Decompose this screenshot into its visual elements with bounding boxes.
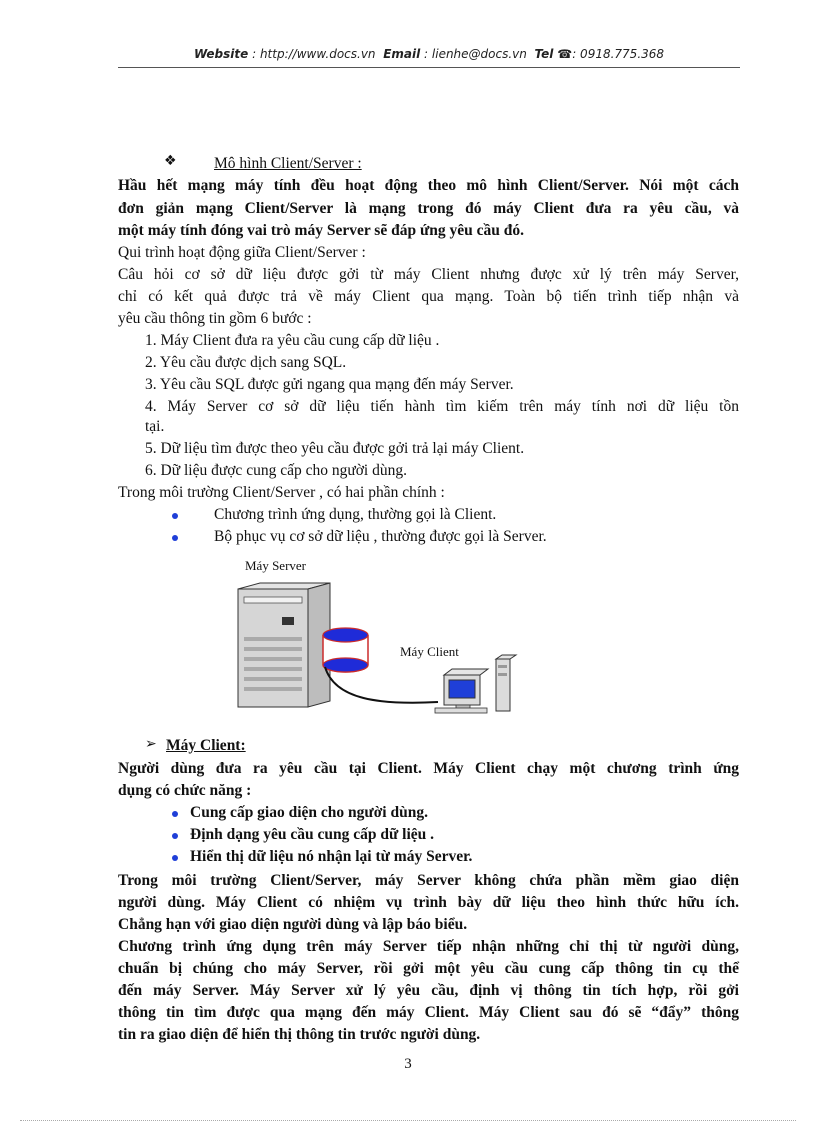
bullet-dot-icon bbox=[172, 535, 178, 541]
website-label: Website bbox=[193, 47, 249, 61]
page-header bbox=[118, 47, 740, 61]
s2-para3-line-5: tin ra giao diện để hiển thị thông tin trước người dùng. bbox=[118, 1026, 481, 1043]
database-cylinder-icon bbox=[323, 628, 368, 672]
client-computer-icon bbox=[435, 655, 516, 713]
function-item-2: Định dạng yêu cầu cung cấp dữ liệu . bbox=[190, 826, 435, 843]
s2-para3-line-4: thông tin tìm được qua mạng đến máy Client. Máy Client sau đó sẽ “đẩy” thông bbox=[118, 1004, 739, 1021]
footer-divider bbox=[20, 1120, 796, 1121]
client-server-diagram bbox=[230, 555, 530, 715]
tel-label: Tel bbox=[534, 47, 554, 61]
header-divider bbox=[118, 67, 740, 68]
para2-line-2: chỉ có kết quả được trả về máy Client qua mạng. Toàn bộ tiến trình tiếp nhận và bbox=[118, 288, 739, 305]
s2-para1-line-2: dụng có chức năng : bbox=[118, 782, 252, 799]
section-title-may-client: Máy Client: bbox=[166, 737, 246, 754]
section-title-client-server: Mô hình Client/Server : bbox=[214, 155, 362, 172]
s2-para2-line-3: Chẳng hạn với giao diện người dùng và lập báo biểu. bbox=[118, 916, 468, 933]
step-3: 3. Yêu cầu SQL được gửi ngang qua mạng đến máy Server. bbox=[145, 376, 514, 393]
s2-para3-line-2: chuẩn bị chúng cho máy Server, rồi gởi một yêu cầu cung cấp thông tin cụ thể bbox=[118, 960, 739, 977]
env-line: Trong môi trường Client/Server , có hai phần chính : bbox=[118, 484, 445, 501]
para1-line-1: Hầu hết mạng máy tính đều hoạt động theo mô hình Client/Server. Nói một cách bbox=[118, 177, 739, 194]
s2-para2-line-1: Trong môi trường Client/Server, máy Server không chứa phần mềm giao diện bbox=[118, 872, 739, 889]
phone-icon: ☎ bbox=[557, 47, 573, 61]
page-number: 3 bbox=[404, 1056, 412, 1072]
para2-line-1: Câu hỏi cơ sở dữ liệu được gởi từ máy Client nhưng được xử lý trên máy Server, bbox=[118, 266, 739, 283]
step-5: 5. Dữ liệu tìm được theo yêu cầu được gởi trả lại máy Client. bbox=[145, 440, 525, 457]
para2-line-3: yêu cầu thông tin gồm 6 bước : bbox=[118, 310, 312, 327]
diagram-graphics bbox=[230, 555, 530, 715]
diamond-bullet-icon: ❖ bbox=[164, 153, 177, 169]
para1-line-3: một máy tính đóng vai trò máy Server sẽ đáp ứng yêu cầu đó. bbox=[118, 222, 524, 239]
para1-line-2: đơn giản mạng Client/Server là mạng trong đó máy Client đưa ra yêu cầu, và bbox=[118, 200, 739, 217]
client-label: Máy Client bbox=[400, 644, 459, 659]
step-4-cont: tại. bbox=[145, 418, 165, 435]
step-6: 6. Dữ liệu được cung cấp cho người dùng. bbox=[145, 462, 407, 479]
bullet-dot-icon bbox=[172, 833, 178, 839]
step-1: 1. Máy Client đưa ra yêu cầu cung cấp dữ liệu . bbox=[145, 332, 440, 349]
process-heading: Qui trình hoạt động giữa Client/Server : bbox=[118, 244, 366, 261]
email-value: : lienhe@docs.vn bbox=[424, 47, 527, 61]
server-tower-icon bbox=[238, 583, 330, 707]
bullet-dot-icon bbox=[172, 811, 178, 817]
tel-value: : 0918.775.368 bbox=[572, 47, 665, 61]
bullet-dot-icon bbox=[172, 513, 178, 519]
part-item-1: Chương trình ứng dụng, thường gọi là Client. bbox=[214, 506, 497, 523]
step-2: 2. Yêu cầu được dịch sang SQL. bbox=[145, 354, 347, 371]
part-item-2: Bộ phục vụ cơ sở dữ liệu , thường được gọi là Server. bbox=[214, 528, 547, 545]
arrow-bullet-icon: ➢ bbox=[145, 736, 157, 752]
email-label: Email bbox=[383, 47, 421, 61]
website-value: : http://www.docs.vn bbox=[252, 47, 376, 61]
s2-para2-line-2: người dùng. Máy Client có nhiệm vụ trình bày dữ liệu theo hình thức hữu ích. bbox=[118, 894, 739, 911]
function-item-3: Hiển thị dữ liệu nó nhận lại từ máy Server. bbox=[190, 848, 473, 865]
step-4: 4. Máy Server cơ sở dữ liệu tiến hành tìm kiếm trên máy tính nơi dữ liệu tồn bbox=[145, 398, 739, 415]
bullet-dot-icon bbox=[172, 855, 178, 861]
server-label: Máy Server bbox=[245, 558, 307, 573]
s2-para3-line-1: Chương trình ứng dụng trên máy Server tiếp nhận những chỉ thị từ người dùng, bbox=[118, 938, 739, 955]
s2-para3-line-3: đến máy Server. Máy Server xử lý yêu cầu, định vị thông tin tích hợp, rồi gởi bbox=[118, 982, 739, 999]
function-item-1: Cung cấp giao diện cho người dùng. bbox=[190, 804, 428, 821]
s2-para1-line-1: Người dùng đưa ra yêu cầu tại Client. Máy Client chạy một chương trình ứng bbox=[118, 760, 739, 777]
